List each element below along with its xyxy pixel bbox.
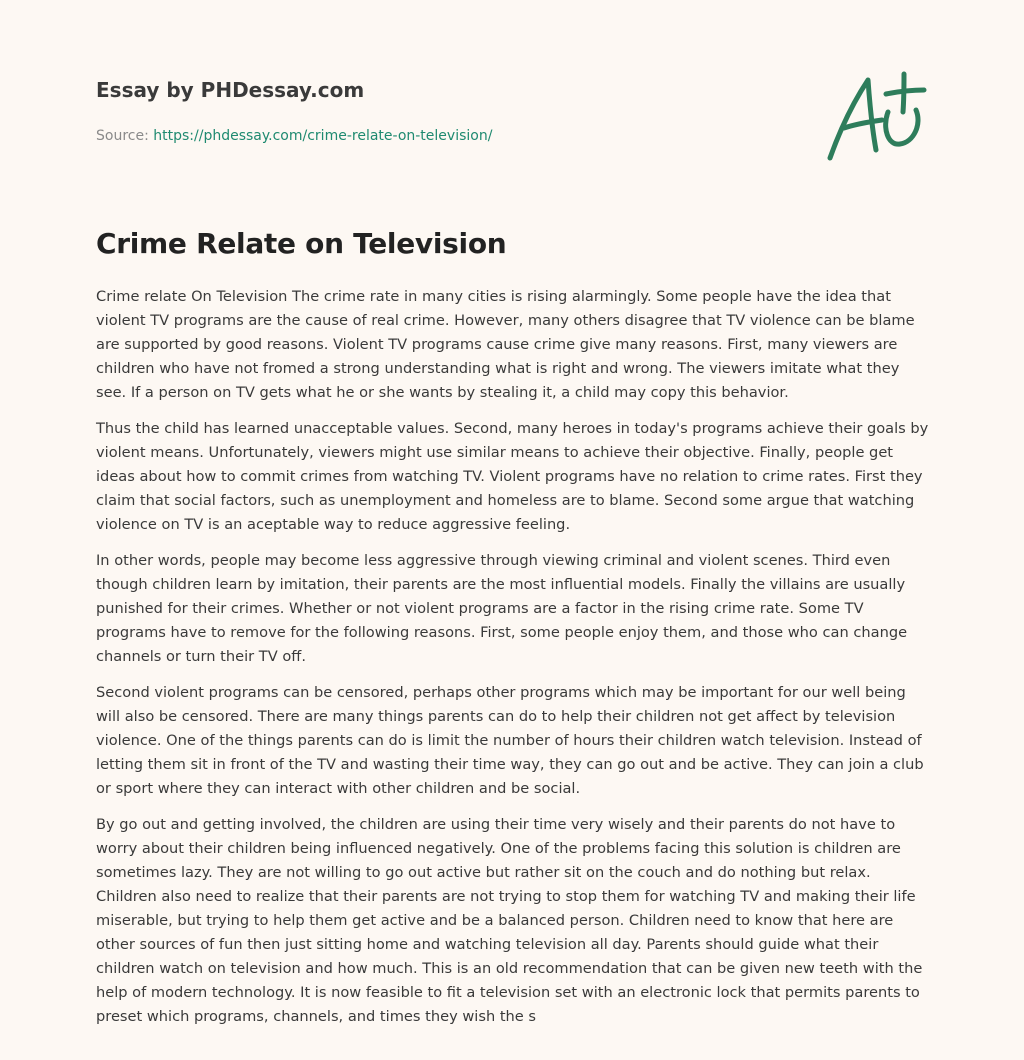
essay-paragraph: Second violent programs can be censored, perhaps other programs which may be important for our well being will also be censored. There are many things parents can do to help their children not get affect by television violence. One of the things parents can do is limit the number of hours their children watch television. Instead of letting them sit in front of the TV and wasting their time way, they can go out and be active. They can join a club or sport where they can interact with other children and be social. <box>96 684 924 797</box>
essay-paragraph: By go out and getting involved, the children are using their time very wisely and their parents do not have to worry about their children being influenced negatively. One of the problems facing this solution is children are sometimes lazy. They are not willing to go out active but rather sit on the couch and do nothing but relax. Children also need to realize that their parents are not trying to stop them for watching TV and making their life miserable, but trying to help them get active and be a balanced person. Children need to know that here are other sources of fun then just sitting home and watching television all day. Parents should guide what their children watch on television and how much. This is an old recommendation that can be given new teeth with the help of modern technology. It is now feasible to fit a television set with an electronic lock that permits parents to preset which programs, channels, and times they wish the s <box>96 816 923 1025</box>
essay-title: Crime Relate on Television <box>96 227 507 260</box>
essay-paragraph: In other words, people may become less aggressive through viewing criminal and violent scenes. Third even though children learn by imitation, their parents are the most influential models. Finally the villains are usually punished for their crimes. Whether or not violent programs are a factor in the rising crime rate. Some TV programs have to remove for the following reasons. First, some people enjoy them, and those who can change channels or turn their TV off. <box>96 552 908 665</box>
source-link[interactable]: https://phdessay.com/crime-relate-on-television/ <box>153 128 493 144</box>
site-title: Essay by PHDessay.com <box>96 78 365 102</box>
essay-paragraph: Crime relate On Television The crime rate in many cities is rising alarmingly. Some people have the idea that violent TV programs are the cause of real crime. However, many others disagree that TV violence can be blame are supported by good reasons. Violent TV programs cause crime give many reasons. First, many viewers are children who have not fromed a strong understanding what is right and wrong. The viewers imitate what they see. If a person on TV gets what he or she wants by stealing it, a child may copy this behavior. <box>96 288 915 401</box>
a-plus-grade-icon <box>824 68 928 164</box>
source-label: Source: <box>96 128 154 144</box>
page-header <box>96 76 796 146</box>
essay-body <box>96 285 932 1041</box>
essay-paragraph: Thus the child has learned unacceptable values. Second, many heroes in today's programs achieve their goals by violent means. Unfortunately, viewers might use similar means to achieve their objective. Finally, people get ideas about how to commit crimes from watching TV. Violent programs have no relation to crime rates. First they claim that social factors, such as unemployment and homeless are to blame. Second some argue that watching violence on TV is an aceptable way to reduce aggressive feeling. <box>96 420 929 533</box>
source-line <box>96 126 796 146</box>
